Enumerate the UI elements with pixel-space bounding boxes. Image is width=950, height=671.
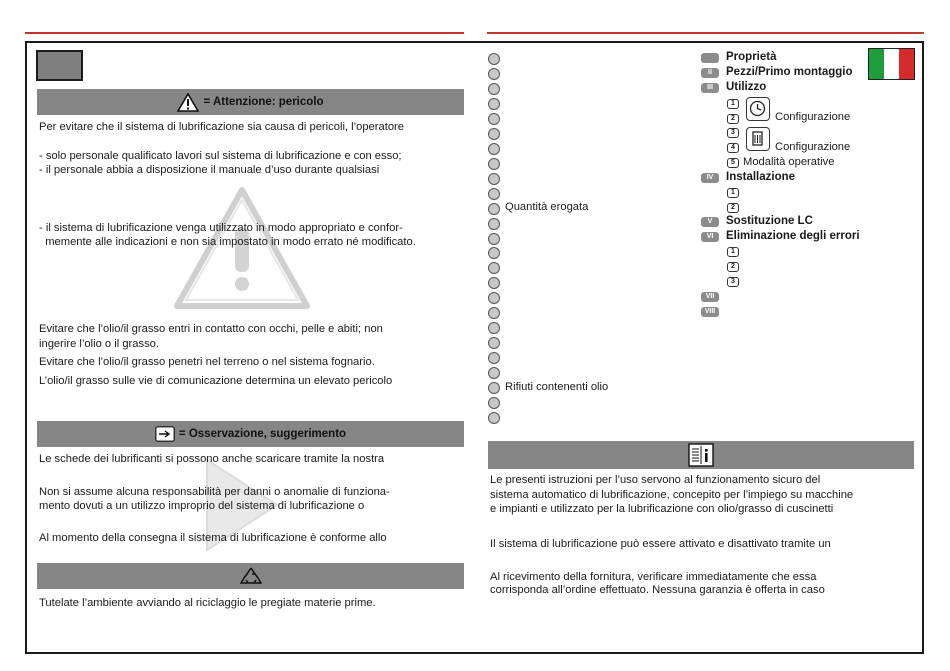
circle-label-quantita: Quantità erogata <box>505 201 589 213</box>
warning-para-oil-3: L’olio/il grasso sulle vie di comunicazione determina un elevato pericolo <box>39 375 393 387</box>
info-para-2: Il sistema di lubrificazione può essere attivato e disattivato tramite un <box>490 538 831 550</box>
warning-bullet-3-cont: memente alle indicazioni e non sia impostato in modo errato né modificato. <box>39 236 416 248</box>
bullet-circle <box>488 83 500 95</box>
info-para-1c: e impianti e utilizzato per la lubrificazione con olio/grasso di cuscinetti <box>490 503 834 515</box>
toc-utilizzo: Utilizzo <box>726 81 767 93</box>
bullet-circle <box>488 218 500 230</box>
bullet-circle <box>488 233 500 245</box>
info-para-3b: corrisponda all’ordine effettuato. Nessuna garanzia è offerta in caso <box>490 584 825 596</box>
num-badge-3: 3 <box>727 128 739 138</box>
info-para-3: Al ricevimento della fornitura, verificare immediatamente che essa <box>490 571 817 583</box>
bullet-circle <box>488 412 500 424</box>
warning-bullet-1: - solo personale qualificato lavori sul sistema di lubrificazione e con esso; <box>39 150 402 162</box>
warning-header-text: = Attenzione: pericolo <box>203 96 324 108</box>
note-para-2: Non si assume alcuna responsabilità per danni o anomalie di funziona- <box>39 486 390 498</box>
warning-para-oil-1b: ingerire l’olio o il grasso. <box>39 338 160 350</box>
bullet-circle <box>488 203 500 215</box>
note-para-2b: mento dovuti a un utilizzo improprio del sistema di lubrificazione o <box>39 500 365 512</box>
roman-badge-6: VI <box>701 232 719 242</box>
num-badge-2: 2 <box>727 114 739 124</box>
toc-installazione: Installazione <box>726 171 796 183</box>
note-para-1: Le schede dei lubrificanti si possono anche scaricare tramite la nostra <box>39 453 385 465</box>
toc-configurazione-1: Configurazione <box>775 111 851 123</box>
italian-flag-icon <box>868 48 915 80</box>
warning-para-1: Per evitare che il sistema di lubrificazione sia causa di pericoli, l’operatore <box>39 121 405 133</box>
book-info-icon <box>688 443 714 467</box>
toc-sostituzione: Sostituzione LC <box>726 215 813 227</box>
num-badge-err-1: 1 <box>727 247 739 257</box>
bullet-circle <box>488 188 500 200</box>
num-badge-err-3: 3 <box>727 277 739 287</box>
circle-label-rifiuti: Rifiuti contenenti olio <box>505 381 609 393</box>
note-header-text: = Osservazione, suggerimento <box>178 428 347 440</box>
note-hand-icon <box>155 426 175 442</box>
bullet-circle <box>488 382 500 394</box>
roman-badge-8: VIII <box>701 307 719 317</box>
roman-badge-7: VII <box>701 292 719 302</box>
top-rule-right <box>487 32 924 34</box>
section-marker-box <box>36 50 83 81</box>
bullet-circle <box>488 158 500 170</box>
bullet-circle <box>488 397 500 409</box>
note-header <box>37 421 464 447</box>
num-badge-err-2: 2 <box>727 262 739 272</box>
warning-para-oil-2: Evitare che l’olio/il grasso penetri nel terreno o nel sistema fognario. <box>39 356 375 368</box>
info-header <box>488 441 914 469</box>
num-badge-4: 4 <box>727 143 739 153</box>
bullet-circle <box>488 98 500 110</box>
toc-eliminazione: Eliminazione degli errori <box>726 230 860 242</box>
warning-header <box>37 89 464 115</box>
info-para-1b: sistema automatico di lubrificazione, concepito per l’impiego su macchine <box>490 489 854 501</box>
roman-badge-3: III <box>701 83 719 93</box>
warning-bullet-3: - il sistema di lubrificazione venga utilizzato in modo appropriato e confor- <box>39 222 403 234</box>
bullet-circle <box>488 143 500 155</box>
info-para-1: Le presenti istruzioni per l’uso servono al funzionamento sicuro del <box>490 474 821 486</box>
warning-triangle-icon <box>177 93 199 112</box>
roman-badge-5: V <box>701 217 719 227</box>
recycle-header <box>37 563 464 589</box>
bullet-circle <box>488 68 500 80</box>
roman-badge-2: II <box>701 68 719 78</box>
warning-para-oil-1: Evitare che l’olio/il grasso entri in contatto con occhi, pelle e abiti; non <box>39 323 383 335</box>
num-badge-1: 1 <box>727 99 739 109</box>
roman-badge-1 <box>701 53 719 63</box>
bullet-circle <box>488 113 500 125</box>
recycle-text: Tutelate l’ambiente avviando al riciclaggio le pregiate materie prime. <box>39 597 376 609</box>
toc-proprieta: Proprietà <box>726 51 777 63</box>
num-badge-5: 5 <box>727 158 739 168</box>
warning-bullet-2: - il personale abbia a disposizione il manuale d’uso durante qualsiasi <box>39 164 380 176</box>
bullet-circle <box>488 173 500 185</box>
bullet-circle <box>488 128 500 140</box>
bullet-circle <box>488 53 500 65</box>
num-badge-inst-2: 2 <box>727 203 739 213</box>
toc-configurazione-2: Configurazione <box>775 141 851 153</box>
top-rule-left <box>25 32 464 34</box>
toc-pezzi: Pezzi/Primo montaggio <box>726 66 853 78</box>
num-badge-inst-1: 1 <box>727 188 739 198</box>
toc-modalita: Modalità operative <box>743 156 835 168</box>
clock-icon <box>746 97 770 121</box>
recycle-icon <box>240 566 262 586</box>
roman-badge-4: IV <box>701 173 719 183</box>
cartridge-icon <box>746 127 770 151</box>
note-para-3: Al momento della consegna il sistema di lubrificazione è conforme allo <box>39 532 387 544</box>
